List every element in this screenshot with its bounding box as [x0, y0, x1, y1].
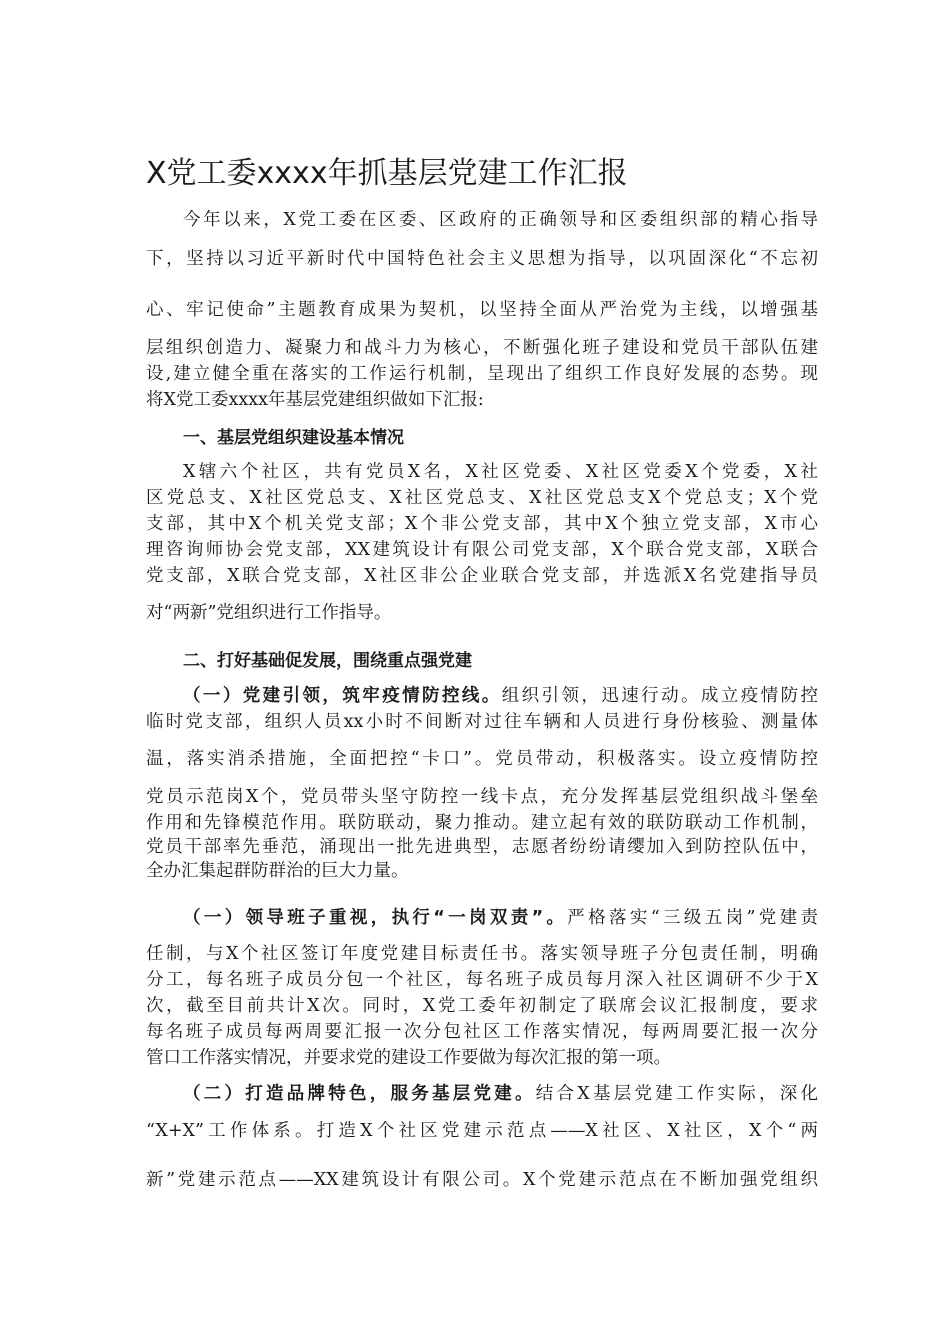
para1-line: 全办汇集起群防群治的巨大力量。 — [146, 861, 409, 881]
section1-line: 党支部，X联合党支部，X社区非公企业联合党支部，并选派X名党建指导员 — [146, 566, 818, 586]
section-heading: 二、打好基础促发展，围绕重点强党建 — [183, 651, 472, 671]
para2-line: 每名班子成员每两周要汇报一次分包社区工作落实情况，每两周要汇报一次分 — [146, 1022, 818, 1042]
section1-line: 理咨询师协会党支部，XX建筑设计有限公司党支部，X个联合党支部，X联合 — [146, 540, 818, 560]
intro-line: 设,建立健全重在落实的工作运行机制，呈现出了组织工作良好发展的态势。现 — [146, 364, 818, 384]
para2-line: 任制，与X个社区签订年度党建目标责任书。落实领导班子分包责任制，明确 — [146, 944, 818, 964]
para3-line: “X+X”工作体系。打造X个社区党建示范点——X社区、X社区，X个“两 — [146, 1121, 818, 1141]
intro-line: 层组织创造力、凝聚力和战斗力为核心，不断强化班子建设和党员干部队伍建 — [146, 338, 818, 358]
para2-lead: （一）领导班子重视，执行“一岗双责”。 — [183, 908, 568, 928]
para3-first-rest: 结合X基层党建工作实际，深化 — [535, 1084, 818, 1104]
para1-first-rest: 组织引领，迅速行动。成立疫情防控 — [501, 686, 818, 706]
para2-line: 管口工作落实情况，并要求党的建设工作要做为每次汇报的第一项。 — [146, 1048, 671, 1068]
intro-line: 下，坚持以习近平新时代中国特色社会主义思想为指导，以巩固深化“不忘初 — [146, 249, 818, 269]
section1-line: X辖六个社区，共有党员X名，X社区党委、X社区党委X个党委，X社 — [183, 462, 818, 482]
section1-line: 支部，其中X个机关党支部；X个非公党支部，其中X个独立党支部，X市心 — [146, 514, 818, 534]
document-title: X党工委xxxx年抓基层党建工作汇报 — [146, 156, 628, 191]
para2-line: 分工，每名班子成员分包一个社区，每名班子成员每月深入社区调研不少于X — [146, 970, 818, 990]
section1-line: 区党总支、X社区党总支、X社区党总支、X社区党总支X个党总支；X个党 — [146, 488, 818, 508]
para2-line: 次，截至目前共计X次。同时，X党工委年初制定了联席会议汇报制度，要求 — [146, 996, 818, 1016]
para1-line: 党员干部率先垂范，涌现出一批先进典型，志愿者纷纷请缨加入到防控队伍中， — [146, 837, 818, 857]
para1-line: 温，落实消杀措施，全面把控“卡口”。党员带动，积极落实。设立疫情防控 — [146, 749, 818, 769]
para1-line: 作用和先锋模范作用。联防联动，聚力推动。建立起有效的联防联动工作机制， — [146, 813, 818, 833]
para3-first-line — [183, 1081, 818, 1107]
para1-first-line — [183, 683, 818, 709]
para3-line: 新”党建示范点——XX建筑设计有限公司。X个党建示范点在不断加强党组织 — [146, 1170, 818, 1190]
para3-lead: （二）打造品牌特色，服务基层党建。 — [183, 1084, 536, 1104]
para1-lead: （一）党建引领，筑牢疫情防控线。 — [183, 686, 502, 706]
para1-line: 临时党支部，组织人员xx小时不间断对过往车辆和人员进行身份核验、测量体 — [146, 712, 818, 732]
para1-line: 党员示范岗X个，党员带头坚守防控一线卡点，充分发挥基层党组织战斗堡垒 — [146, 787, 818, 807]
intro-line: 心、牢记使命”主题教育成果为契机，以坚持全面从严治党为主线，以增强基 — [146, 300, 818, 320]
section1-line: 对“两新”党组织进行工作指导。 — [146, 603, 392, 623]
intro-line: 将X党工委xxxx年基层党建组织做如下汇报: — [146, 390, 484, 410]
section-heading: 一、基层党组织建设基本情况 — [183, 428, 404, 448]
intro-line: 今年以来，X党工委在区委、区政府的正确领导和区委组织部的精心指导 — [183, 210, 818, 230]
para2-first-rest: 严格落实“三级五岗”党建责 — [567, 908, 818, 928]
para2-first-line — [183, 905, 818, 931]
